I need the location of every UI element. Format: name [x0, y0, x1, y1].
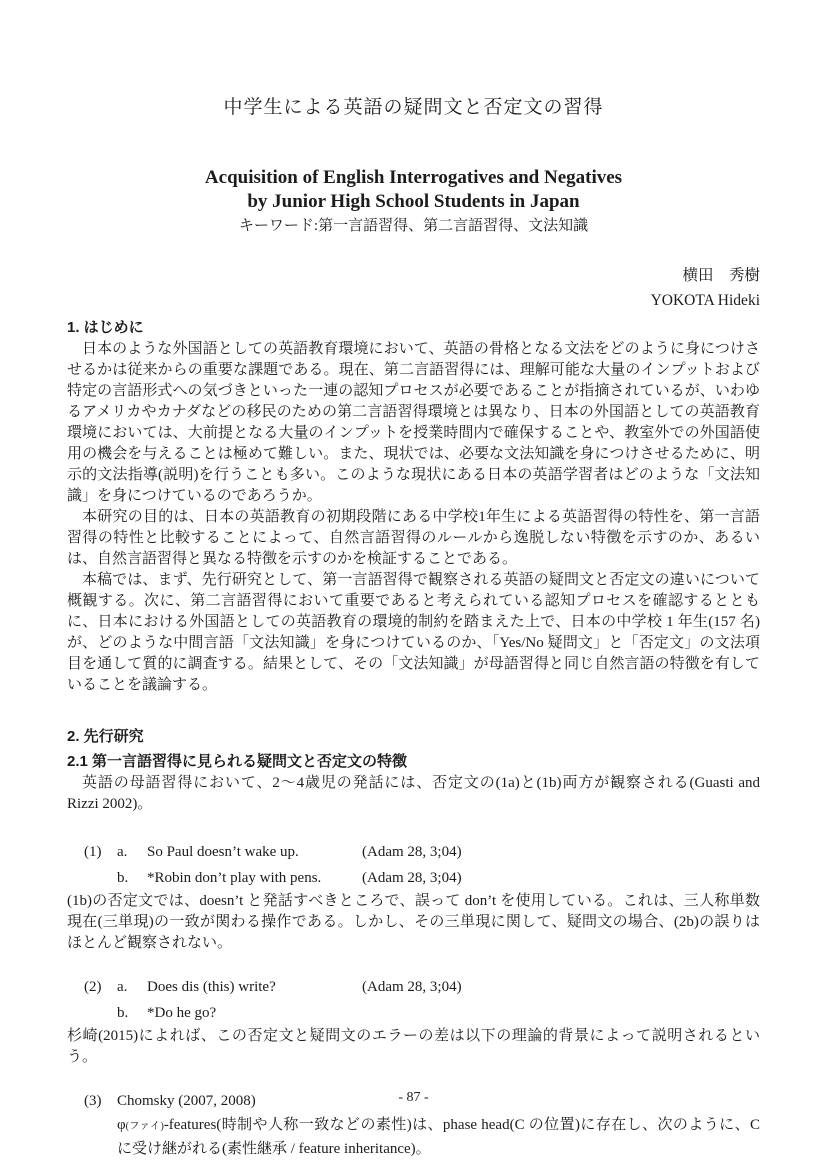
author-name-japanese: 横田 秀樹: [682, 267, 760, 284]
example-3-number: (3): [84, 1093, 102, 1109]
phi-symbol: φ: [117, 1117, 126, 1133]
example-1b-citation: (Adam 28, 3;04): [362, 870, 462, 886]
example-1b-text: *Robin don’t play with pens.: [147, 870, 322, 886]
title-japanese: 中学生による英語の疑問文と否定文の習得: [223, 97, 604, 118]
example-2-number: (2): [84, 979, 102, 995]
example-1a-citation: (Adam 28, 3;04): [362, 844, 462, 860]
example-3-body-text: -features(時制や人称一致などの素性)は、phase head(C の位置)に存在し、次のように、C に受け継がれる(素性継承 / feature inheritance)。: [117, 1117, 760, 1157]
example-2: [84, 974, 760, 1026]
page-number: - 87 -: [398, 1090, 429, 1105]
author-block: [67, 263, 760, 313]
author-name-english: YOKOTA Hideki: [650, 292, 760, 309]
title-english-line1: Acquisition of English Interrogatives and Negatives: [204, 167, 623, 188]
example-1-number: (1): [84, 844, 102, 860]
section-1-paragraph-1: 日本のような外国語としての英語教育環境において、英語の骨格となる文法をどのように身につけさせるかは従来からの重要な課題である。現在、第二言語習得には、理解可能な大量のインプットおよび特定の言語形式への気づきといった一連の認知プロセスが必要であることが指摘されているが、いわゆるアメリカやカナダなどの移民のための第二言語習得環境とは異なり、日本の外国語としての英語教育環境においては、大前提となる大量のインプットを授業時間内で確保することや、教室外での外国語使用の機会を与えることは極めて難しい。また、現状では、必要な文法知識を身につけさせるために、明示的文法指導(説明)を行うことも多い。このような現状にある日本の英語学習者はどのような「文法知識」を身につけているのであろうか。: [67, 341, 760, 504]
section-2-paragraph-2: (1b)の否定文では、doesn’t と発話すべきところで、誤って don’t を使用している。これは、三人称単数現在(三単現)の一致が関わる操作である。しかし、その三単現に関して、疑問文の場合、(2b)の誤りはほとんど観察されない。: [67, 893, 760, 951]
example-2b-text: *Do he go?: [147, 1005, 217, 1021]
example-1b-letter: b.: [117, 870, 129, 886]
section-2-paragraph-3: 杉崎(2015)によれば、この否定文と疑問文のエラーの差は以下の理論的背景によって説明されるという。: [67, 1028, 760, 1065]
example-2b-number: [84, 1000, 117, 1026]
keywords-line: キーワード:第一言語習得、第二言語習得、文法知識: [238, 218, 589, 234]
example-1b-number: [84, 865, 117, 891]
section-2-heading: 2. 先行研究: [67, 728, 144, 745]
example-2a-text: Does dis (this) write?: [147, 979, 276, 995]
example-1a-text: So Paul doesn’t wake up.: [147, 844, 299, 860]
example-3-body: [117, 1114, 760, 1160]
example-1b-row: [84, 865, 760, 891]
section-2-paragraph-1: 英語の母語習得において、2〜4歳児の発話には、否定文の(1a)と(1b)両方が観察される(Guasti and Rizzi 2002)。: [67, 775, 760, 812]
phi-reading-sub: (ファイ): [125, 1121, 164, 1132]
section-1-heading: 1. はじめに: [67, 319, 144, 336]
section-1-paragraph-3: 本稿では、まず、先行研究として、第一言語習得で観察される英語の疑問文と否定文の違いについて概観する。次に、第二言語習得において重要であると考えられている認知プロセスを確認するとともに、日本における外国語としての英語教育の環境的制約を踏まえた上で、日本の中学校 1 年生(157 名)が、どのような中間言語「文法知識」を身につけているのか、「Yes/No 疑問文」と「否定文」の文法項目を通して質的に調査する。結果として、その「文法知識」が母語習得と同じ自然言語の特徴を有していることを議論する。: [67, 572, 760, 693]
example-2b-row: [84, 1000, 760, 1026]
example-1a-row: [84, 839, 760, 865]
example-2a-letter: a.: [117, 979, 128, 995]
section-2-1-heading: 2.1 第一言語習得に見られる疑問文と否定文の特徴: [67, 753, 408, 770]
example-2b-letter: b.: [117, 1005, 129, 1021]
section-1-paragraph-2: 本研究の目的は、日本の英語教育の初期段階にある中学校1年生による英語習得の特性を、第一言語習得の特性と比較することによって、自然言語習得のルールから逸脱しない特徴を示すのか、あるいは、自然言語習得と異なる特徴を示すのかを検証することである。: [67, 509, 760, 567]
example-1a-letter: a.: [117, 844, 128, 860]
example-3-intro-text: Chomsky (2007, 2008): [117, 1093, 256, 1109]
example-2a-row: [84, 974, 760, 1000]
title-english: [67, 166, 760, 214]
example-2a-citation: (Adam 28, 3;04): [362, 979, 462, 995]
example-1: [84, 839, 760, 891]
title-english-line2: by Junior High School Students in Japan: [247, 191, 580, 212]
